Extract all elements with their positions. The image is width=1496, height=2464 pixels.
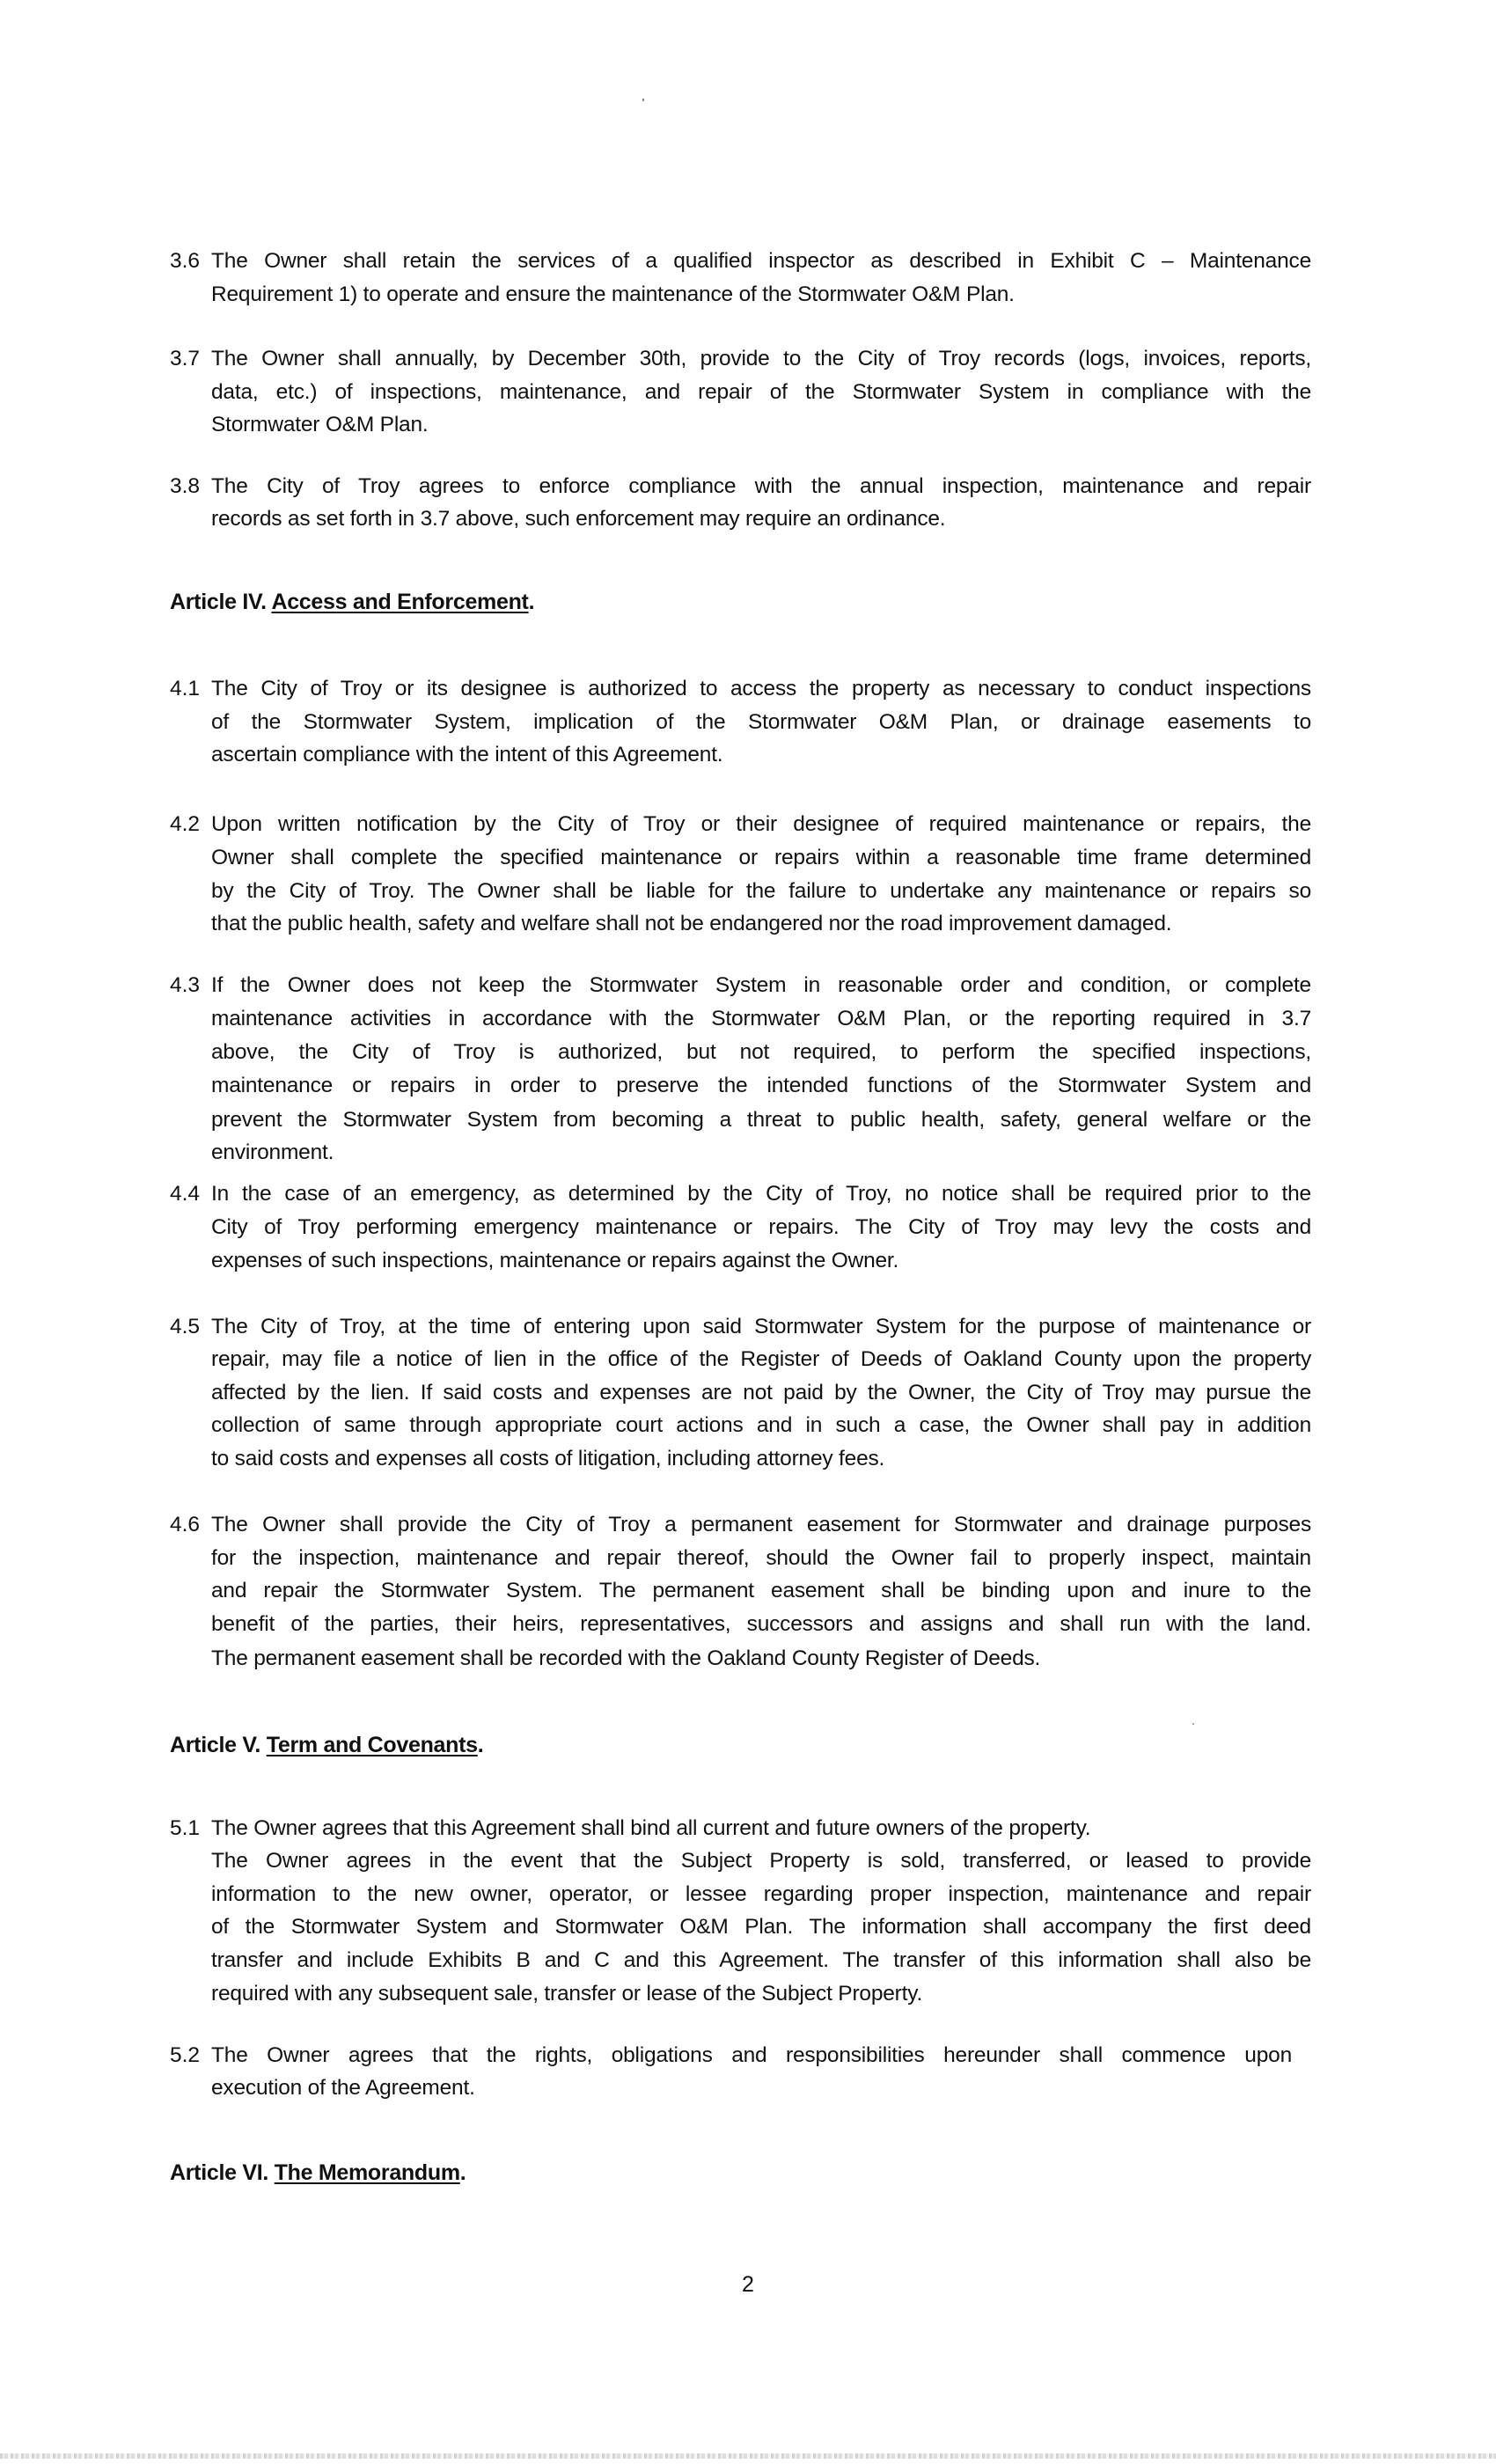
section-line: The Owner agrees that this Agreement shall bind all current and future owners of the property. (211, 1816, 1091, 1840)
section-line: The Owner shall retain the services of a qualified inspector as described in Exhibit C – Maintenance (211, 249, 1311, 273)
page-number: 2 (742, 2272, 754, 2297)
section-number: 4.6 (170, 1513, 201, 1536)
section-line: The Owner shall annually, by December 30th, provide to the City of Troy records (logs, invoices, reports, (211, 347, 1311, 370)
article-prefix: Article VI. (170, 2160, 275, 2185)
scan-edge-artifact (0, 2453, 1496, 2459)
section-line: The permanent easement shall be recorded with the Oakland County Register of Deeds. (211, 1646, 1041, 1670)
article-suffix: . (477, 1733, 484, 1757)
article-title: The Memorandum (274, 2160, 460, 2185)
section-number: 4.5 (170, 1315, 201, 1338)
article-prefix: Article IV. (170, 590, 272, 614)
section-line: In the case of an emergency, as determined by the City of Troy, no notice shall be required prior to the (211, 1182, 1311, 1206)
section-line: Upon written notification by the City of Troy or their designee of required maintenance or repairs, the (211, 812, 1311, 836)
section-line: The City of Troy or its designee is authorized to access the property as necessary to conduct inspections (211, 677, 1311, 700)
section-line: Requirement 1) to operate and ensure the maintenance of the Stormwater O&M Plan. (211, 282, 1015, 306)
article-iv-heading (170, 589, 534, 615)
section-line: records as set forth in 3.7 above, such enforcement may require an ordinance. (211, 507, 946, 531)
article-vi-heading (170, 2160, 466, 2186)
section-line: The Owner shall provide the City of Troy a permanent easement for Stormwater and drainage purposes (211, 1513, 1311, 1536)
section-line: benefit of the parties, their heirs, representatives, successors and assigns and shall run with the land. (211, 1612, 1311, 1636)
section-line: for the inspection, maintenance and repair thereof, should the Owner fail to properly inspect, maintain (211, 1546, 1311, 1570)
scan-speck (642, 99, 644, 101)
section-line: The City of Troy agrees to enforce compliance with the annual inspection, maintenance and repair (211, 474, 1311, 498)
section-line: collection of same through appropriate court actions and in such a case, the Owner shall pay in addition (211, 1413, 1311, 1437)
section-line: by the City of Troy. The Owner shall be liable for the failure to undertake any maintenance or repairs so (211, 879, 1311, 903)
section-line: to said costs and expenses all costs of litigation, including attorney fees. (211, 1447, 885, 1470)
article-suffix: . (528, 590, 535, 614)
section-line: above, the City of Troy is authorized, but not required, to perform the specified inspections, (211, 1040, 1311, 1064)
section-line: and repair the Stormwater System. The permanent easement shall be binding upon and inure to the (211, 1579, 1311, 1602)
section-line: transfer and include Exhibits B and C and this Agreement. The transfer of this information shall also be (211, 1948, 1311, 1972)
section-line: maintenance activities in accordance with the Stormwater O&M Plan, or the reporting required in 3.7 (211, 1007, 1311, 1030)
section-line: affected by the lien. If said costs and expenses are not paid by the Owner, the City of Troy may pursue the (211, 1381, 1311, 1404)
section-line: of the Stormwater System and Stormwater O&M Plan. The information shall accompany the first deed (211, 1915, 1311, 1939)
section-line: information to the new owner, operator, or lessee regarding proper inspection, maintenance and repair (211, 1882, 1311, 1906)
section-line: of the Stormwater System, implication of the Stormwater O&M Plan, or drainage easements to (211, 710, 1311, 734)
section-number: 4.1 (170, 677, 201, 700)
section-number: 3.6 (170, 249, 201, 273)
section-number: 3.8 (170, 474, 201, 498)
scan-speck (1192, 1723, 1194, 1725)
section-line: Stormwater O&M Plan. (211, 413, 429, 436)
section-number: 4.3 (170, 973, 201, 997)
section-line: The Owner agrees in the event that the Subject Property is sold, transferred, or leased to provide (211, 1849, 1311, 1873)
section-number: 3.7 (170, 347, 201, 370)
article-prefix: Article V. (170, 1733, 267, 1757)
section-line: The Owner agrees that the rights, obligations and responsibilities hereunder shall commence upon (211, 2043, 1292, 2067)
article-v-heading (170, 1732, 483, 1758)
section-line: ascertain compliance with the intent of this Agreement. (211, 743, 723, 766)
article-suffix: . (459, 2160, 466, 2185)
section-line: If the Owner does not keep the Stormwater System in reasonable order and condition, or complete (211, 973, 1311, 997)
section-line: expenses of such inspections, maintenance or repairs against the Owner. (211, 1249, 899, 1272)
section-line: execution of the Agreement. (211, 2076, 475, 2100)
section-line: that the public health, safety and welfare shall not be endangered nor the road improvement damaged. (211, 912, 1172, 935)
section-number: 4.2 (170, 812, 201, 836)
section-number: 4.4 (170, 1182, 201, 1206)
section-line: City of Troy performing emergency maintenance or repairs. The City of Troy may levy the costs and (211, 1215, 1311, 1239)
section-line: required with any subsequent sale, transfer or lease of the Subject Property. (211, 1982, 923, 2006)
section-line: environment. (211, 1140, 334, 1164)
section-line: repair, may file a notice of lien in the office of the Register of Deeds of Oakland County upon the property (211, 1347, 1311, 1371)
section-number: 5.2 (170, 2043, 201, 2067)
section-number: 5.1 (170, 1816, 201, 1840)
section-line: data, etc.) of inspections, maintenance, and repair of the Stormwater System in compliance with the (211, 380, 1311, 404)
section-line: prevent the Stormwater System from becoming a threat to public health, safety, general welfare or the (211, 1108, 1311, 1132)
article-title: Term and Covenants (266, 1733, 478, 1757)
section-line: Owner shall complete the specified maintenance or repairs within a reasonable time frame determined (211, 846, 1311, 869)
section-line: The City of Troy, at the time of entering upon said Stormwater System for the purpose of maintenance or (211, 1315, 1311, 1338)
article-title: Access and Enforcement (271, 590, 529, 614)
section-line: maintenance or repairs in order to preserve the intended functions of the Stormwater System and (211, 1074, 1311, 1097)
